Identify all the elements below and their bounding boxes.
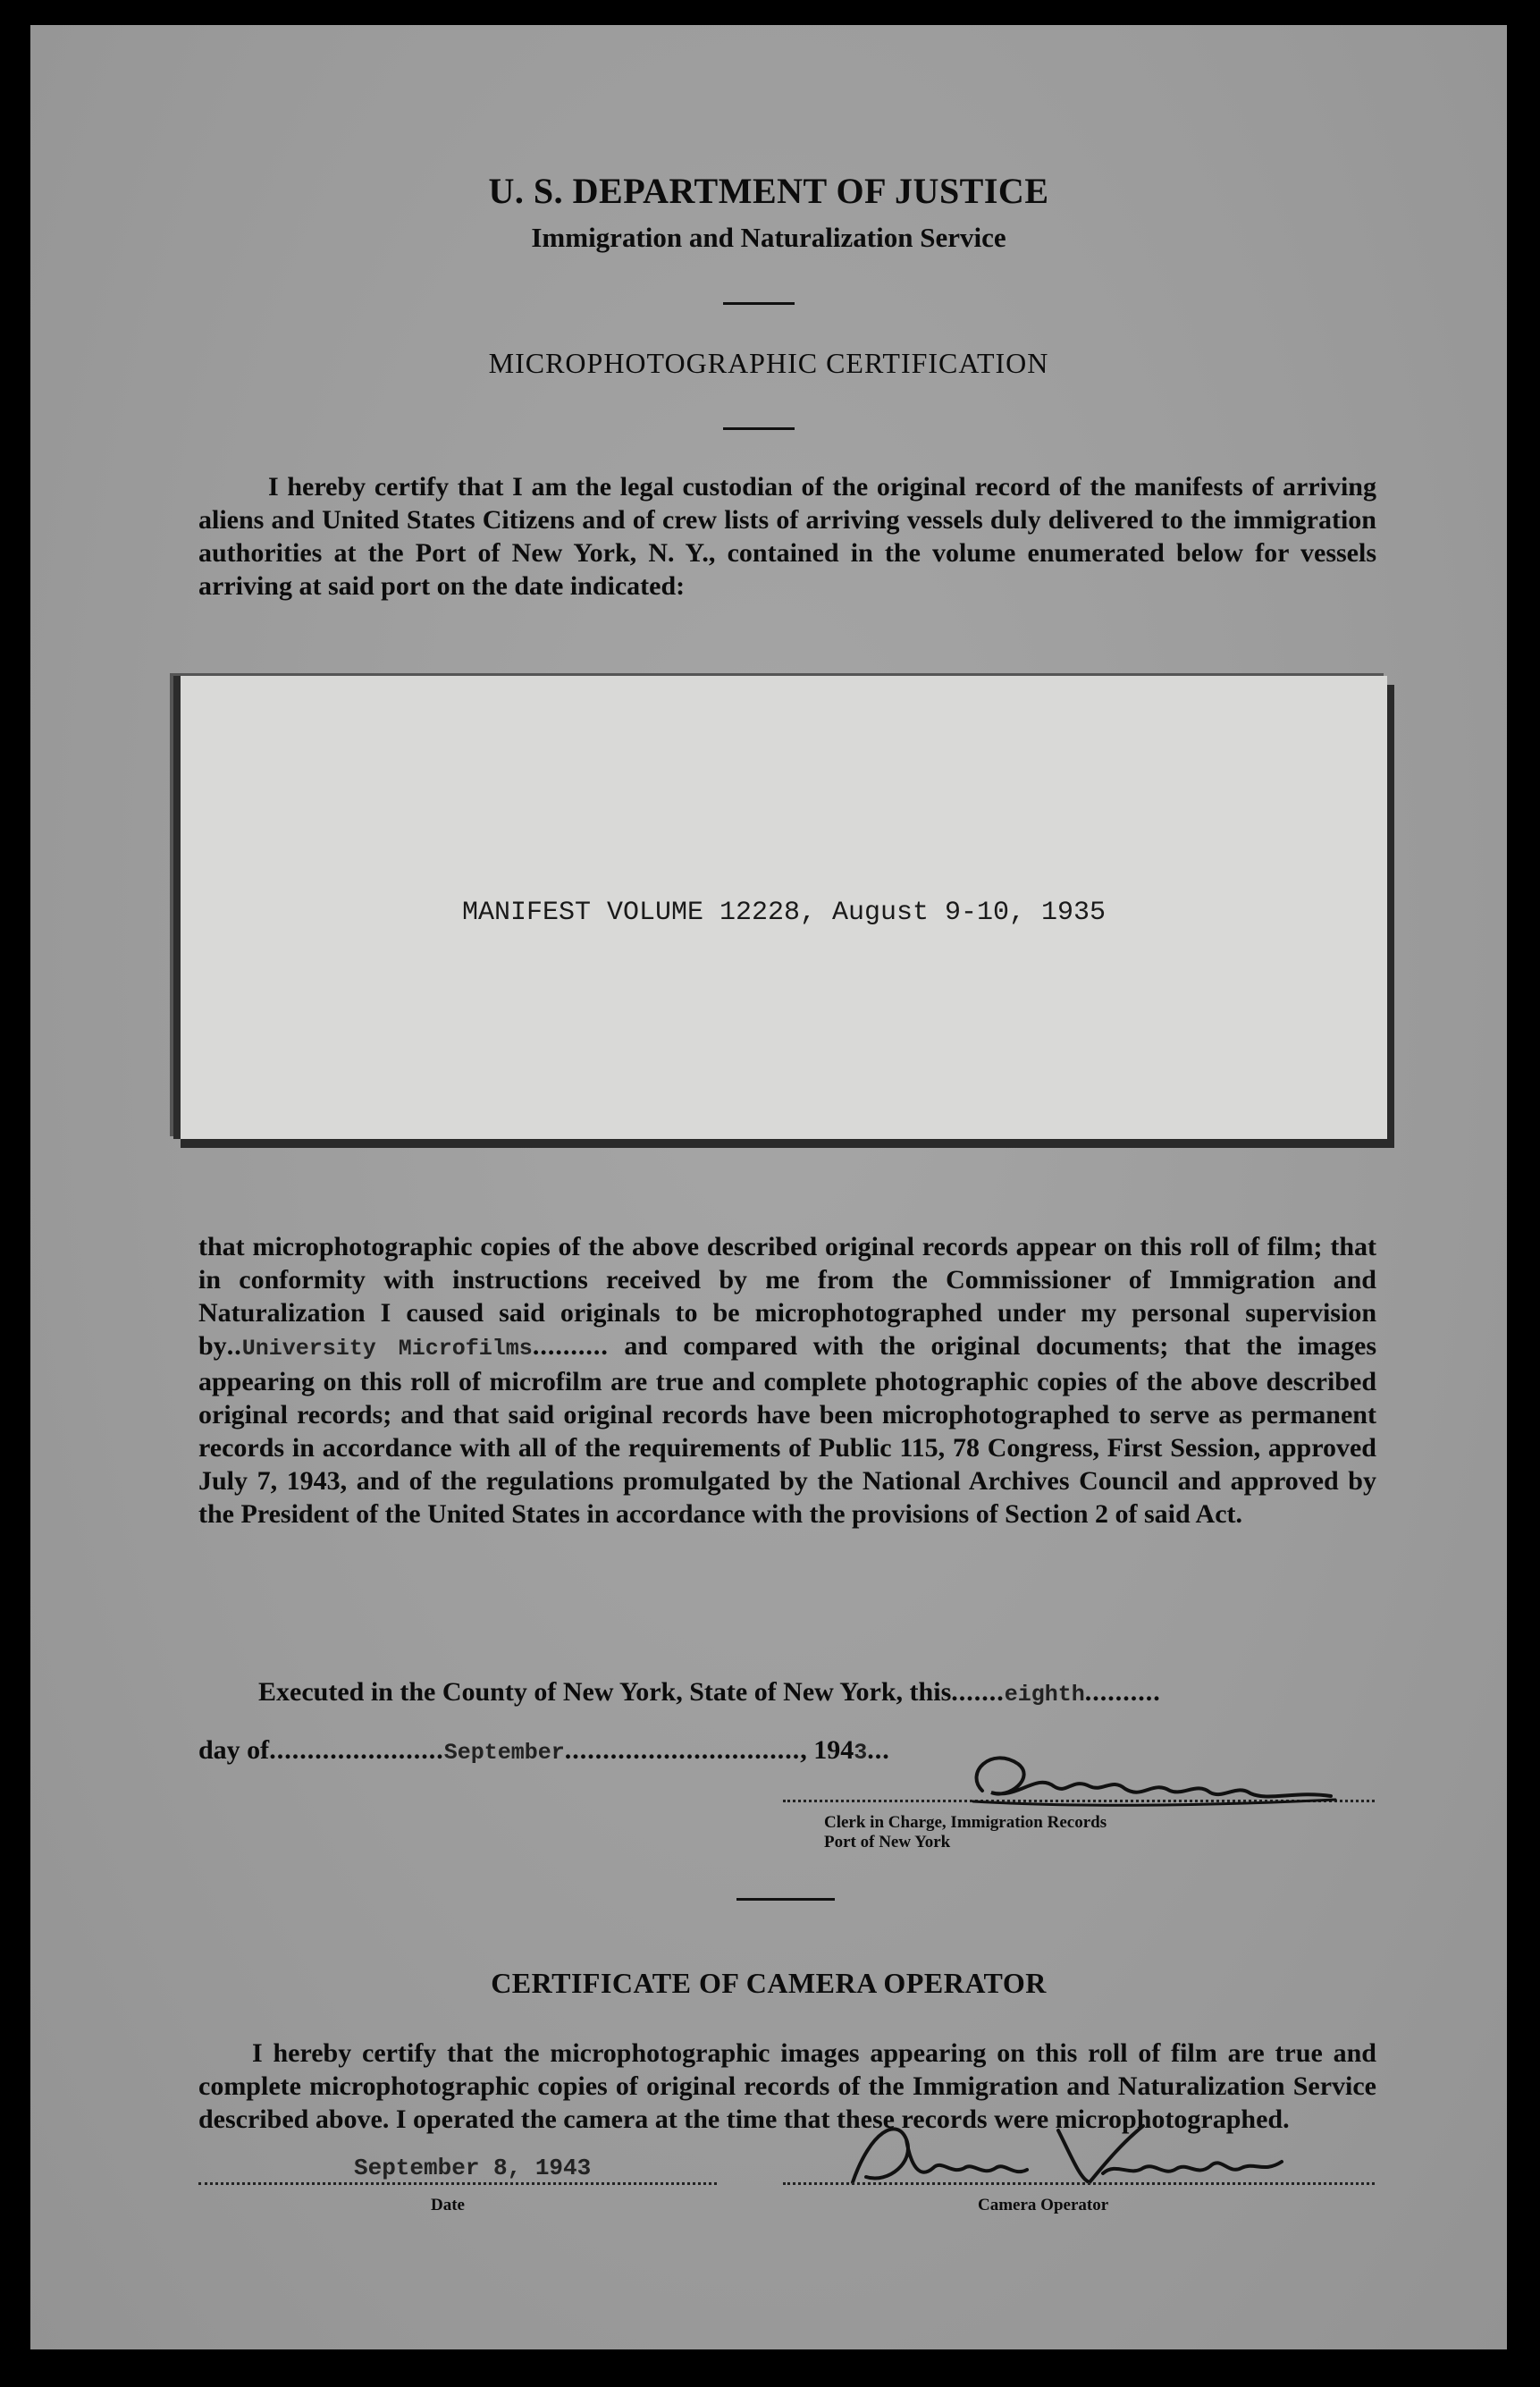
manifest-label-strip bbox=[173, 676, 1387, 1139]
camera-operator-signature bbox=[835, 2113, 1300, 2202]
divider-rule bbox=[736, 1898, 835, 1901]
department-heading: U. S. DEPARTMENT OF JUSTICE bbox=[488, 171, 1049, 211]
year-prefix: , 194 bbox=[800, 1735, 854, 1765]
certification-title: MICROPHOTOGRAPHIC CERTIFICATION bbox=[488, 347, 1049, 379]
date-line bbox=[198, 2182, 717, 2185]
camera-operator-label: Camera Operator bbox=[978, 2196, 1109, 2214]
body-text-before: that microphotographic copies of the above described original records appear on this roll of film; that in conformity with instructions received by me from the Commissioner of Immigration and Naturalization I caused said originals to be microphotographed under my personal supervision by bbox=[198, 1232, 1376, 1361]
clerk-signature bbox=[955, 1737, 1340, 1818]
date-label: Date bbox=[431, 2196, 465, 2214]
manifest-volume-text: MANIFEST VOLUME 12228, August 9-10, 1935 bbox=[461, 898, 1107, 928]
camera-operator-title: CERTIFICATE OF CAMERA OPERATOR bbox=[491, 1967, 1047, 1999]
operator-date-value: September 8, 1943 bbox=[354, 2155, 592, 2181]
year-digit: 3 bbox=[854, 1740, 868, 1766]
clerk-location: Port of New York bbox=[824, 1833, 951, 1851]
executed-prefix: Executed in the County of New York, State of New York, this bbox=[258, 1677, 952, 1707]
supervisor-name: University Microfilms bbox=[241, 1336, 533, 1362]
executed-day: eighth bbox=[1004, 1682, 1085, 1708]
certificate-page bbox=[30, 25, 1507, 2349]
service-subheading: Immigration and Naturalization Service bbox=[531, 222, 1006, 253]
executed-line: Executed in the County of New York, State of New York, this.......eighth.......... bbox=[258, 1677, 1161, 1708]
certification-body: that microphotographic copies of the above described original records appear on this roll of film; that in conformity with instructions received by me from the Commissioner of Immigration and Naturalization I caused said originals to be microphotographed under my personal supervision by..University Microfilms.......... and compared with the original documents; that the images appearing on this roll of microfilm are true and complete photographic copies of the above described original records; and that said original records have been microphotographed to serve as permanent records in accordance with all of the requirements of Public 115, 78 Congress, First Session, approved July 7, 1943, and of the regulations promulgated by the National Archives Council and approved by the President of the United States in accordance with the provisions of Section 2 of said Act. bbox=[198, 1232, 1377, 1529]
camera-operator-line bbox=[783, 2182, 1375, 2185]
day-of-label: day of bbox=[198, 1735, 270, 1765]
body-text-after: and compared with the original documents; that the images appearing on this roll of microfilm are true and complete photographic copies of the above described original records; and that said original records have been microphotographed to serve as permanent records in accordance with all of the requirements of Public 115, 78 Congress, First Session, approved July 7, 1943, and of the regulations promulgated by the National Archives Council and approved by the President of the United States in accordance with the provisions of Section 2 of said Act. bbox=[198, 1331, 1377, 1529]
day-of-line: day of.......................September..............................., 1943... bbox=[198, 1735, 890, 1766]
executed-month: September bbox=[443, 1740, 565, 1766]
intro-paragraph: I hereby certify that I am the legal custodian of the original record of the manifests of arriving aliens and United States Citizens and of crew lists of arriving vessels duly delivered to the immigration authorities at the Port of New York, N. Y., contained in the volume enumerated below for vessels arriving at said port on the date indicated: bbox=[198, 472, 1376, 601]
divider-rule bbox=[723, 302, 795, 305]
divider-rule bbox=[723, 427, 795, 430]
camera-operator-statement: I hereby certify that the microphotographic images appearing on this roll of film are true and complete microphotographic copies of original records of the Immigration and Naturalization Service described above. I operated the camera at the time that these records were microphotographed. bbox=[198, 2038, 1376, 2134]
clerk-caption bbox=[824, 1813, 1107, 1852]
clerk-title: Clerk in Charge, Immigration Records bbox=[824, 1813, 1107, 1832]
